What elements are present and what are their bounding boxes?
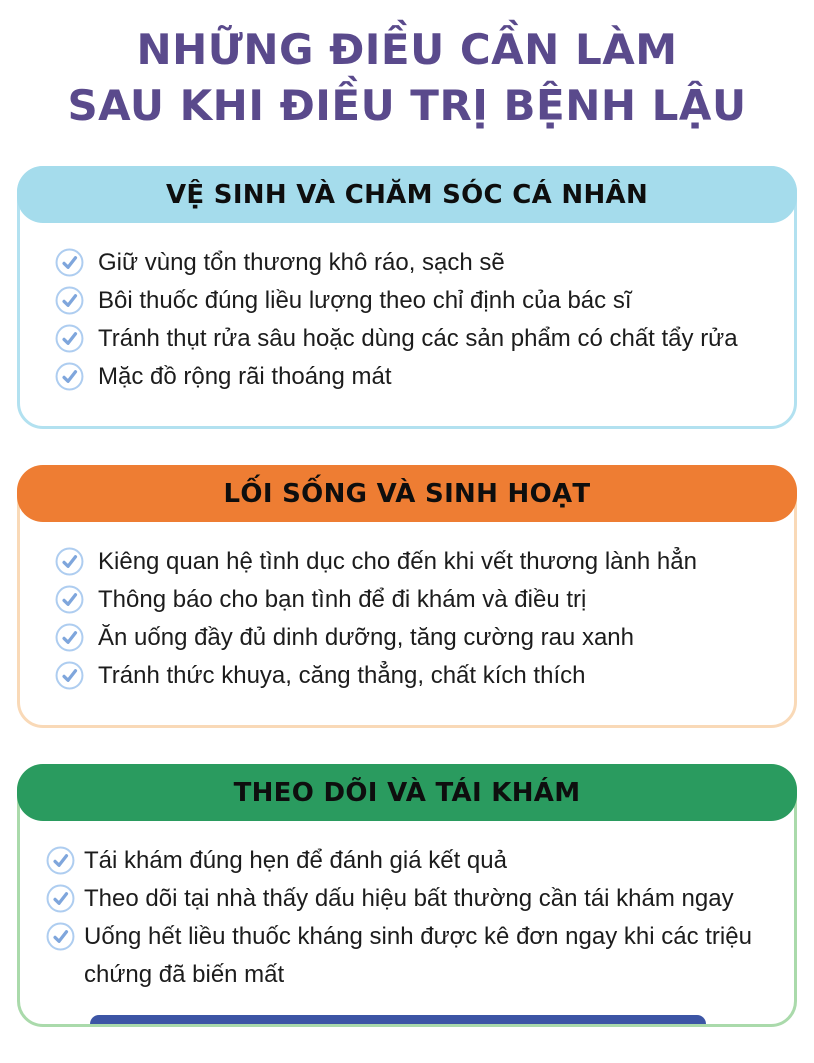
- section-item-list: [20, 223, 794, 426]
- list-item: [55, 543, 776, 581]
- sections-container: [17, 166, 797, 1063]
- title-line-2: SAU KHI ĐIỀU TRỊ BỆNH LẬU: [67, 81, 747, 131]
- list-item: [46, 880, 776, 918]
- section-header-label: THEO DÕI VÀ TÁI KHÁM: [233, 777, 581, 808]
- list-item-text: Mặc đồ rộng rãi thoáng mát: [98, 363, 392, 390]
- list-item: [55, 581, 776, 619]
- list-item-text: Tái khám đúng hẹn để đánh giá kết quả: [84, 847, 507, 874]
- section-header: [17, 465, 797, 522]
- check-circle-icon: [55, 248, 84, 277]
- list-item-text: Bôi thuốc đúng liều lượng theo chỉ định của bác sĩ: [98, 287, 632, 314]
- section-header-label: LỐI SỐNG VÀ SINH HOẠT: [223, 478, 591, 509]
- check-circle-icon: [55, 324, 84, 353]
- list-item-text: Kiêng quan hệ tình dục cho đến khi vết thương lành hẳn: [98, 548, 697, 575]
- section-card: [17, 166, 797, 429]
- check-circle-icon: [55, 362, 84, 391]
- list-item-text: Tránh thức khuya, căng thẳng, chất kích thích: [98, 662, 586, 689]
- list-item: [46, 842, 776, 880]
- list-item-text: Thông báo cho bạn tình để đi khám và điều trị: [98, 586, 587, 613]
- list-item: [55, 358, 776, 396]
- check-circle-icon: [55, 585, 84, 614]
- list-item-text: Tránh thụt rửa sâu hoặc dùng các sản phẩm có chất tẩy rửa: [98, 325, 738, 352]
- list-item-text: Giữ vùng tổn thương khô ráo, sạch sẽ: [98, 249, 505, 276]
- next-section-truncated-bar: [90, 1015, 706, 1024]
- check-circle-icon: [55, 547, 84, 576]
- check-circle-icon: [55, 286, 84, 315]
- list-item: [55, 320, 776, 358]
- title-line-1: NHỮNG ĐIỀU CẦN LÀM: [136, 25, 678, 74]
- section-header-label: VỆ SINH VÀ CHĂM SÓC CÁ NHÂN: [165, 179, 649, 210]
- check-circle-icon: [55, 623, 84, 652]
- list-item-text: Ăn uống đầy đủ dinh dưỡng, tăng cường rau xanh: [98, 624, 634, 651]
- check-circle-icon: [46, 846, 75, 875]
- section-card: [17, 465, 797, 728]
- list-item: [55, 282, 776, 320]
- list-item: [55, 657, 776, 695]
- section-header: [17, 166, 797, 223]
- list-item-text: Theo dõi tại nhà thấy dấu hiệu bất thường cần tái khám ngay: [84, 885, 734, 912]
- section-item-list: [20, 522, 794, 725]
- section-header: [17, 764, 797, 821]
- list-item: [55, 244, 776, 282]
- check-circle-icon: [55, 661, 84, 690]
- page-title: [0, 0, 814, 135]
- list-item-text: Uống hết liều thuốc kháng sinh được kê đơn ngay khi các triệu chứng đã biến mất: [84, 923, 752, 988]
- list-item: [55, 619, 776, 657]
- check-circle-icon: [46, 922, 75, 951]
- check-circle-icon: [46, 884, 75, 913]
- section-card: [17, 764, 797, 1027]
- list-item: [46, 918, 776, 994]
- section-item-list: [20, 821, 794, 1024]
